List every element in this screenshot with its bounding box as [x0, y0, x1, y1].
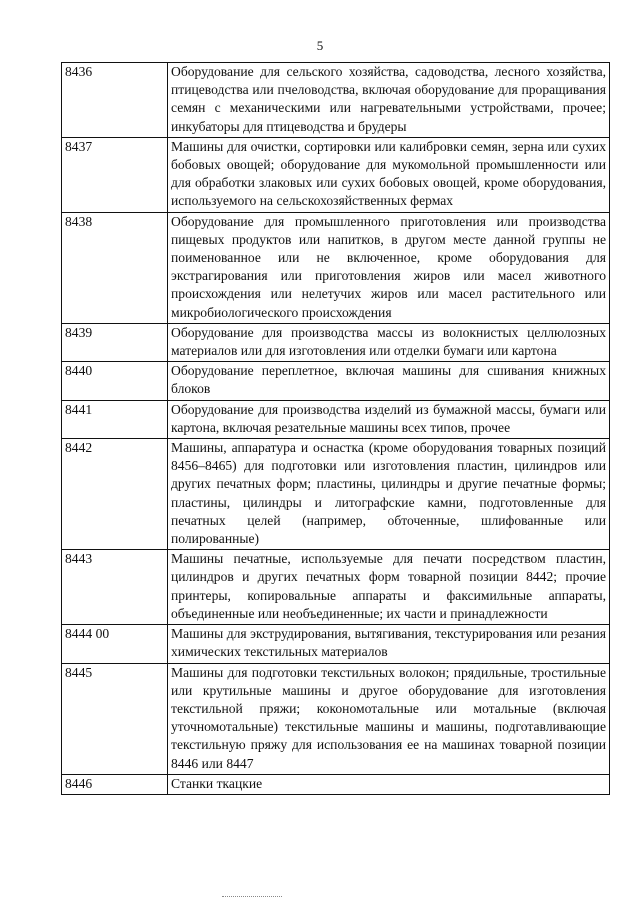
description-cell: Машины для очистки, сортировки или калибровки семян, зерна или сухих бобовых овощей; оборудование для мукомольной промышленности или для обработки злаковых или сухих бобовых овощей, кроме оборудования, используемого на сельскохозяйственных фермах — [168, 137, 610, 212]
description-cell: Машины печатные, используемые для печати посредством пластин, цилиндров и других печатных форм товарной позиции 8442; прочие принтеры, копировальные аппараты и факсимильные аппараты, объединенные или необъединенные; их части и принадлежности — [168, 550, 610, 625]
table-row — [62, 323, 610, 361]
table-row — [62, 63, 610, 138]
table-row — [62, 137, 610, 212]
description-cell: Оборудование для производства массы из волокнистых целлюлозных материалов или для изготовления или отделки бумаги или картона — [168, 323, 610, 361]
code-cell: 8445 — [62, 663, 168, 774]
description-cell: Оборудование переплетное, включая машины для сшивания книжных блоков — [168, 362, 610, 400]
table-row — [62, 550, 610, 625]
code-cell: 8442 — [62, 439, 168, 550]
code-cell: 8443 — [62, 550, 168, 625]
table-body — [62, 63, 610, 795]
description-cell: Машины для экструдирования, вытягивания, текстурирования или резания химических текстильных материалов — [168, 625, 610, 663]
description-cell: Оборудование для производства изделий из бумажной массы, бумаги или картона, включая резательные машины всех типов, прочее — [168, 400, 610, 438]
table-row — [62, 212, 610, 323]
code-cell: 8439 — [62, 323, 168, 361]
code-cell: 8446 — [62, 774, 168, 794]
code-cell: 8441 — [62, 400, 168, 438]
code-cell: 8436 — [62, 63, 168, 138]
code-cell: 8438 — [62, 212, 168, 323]
description-cell: Оборудование для промышленного приготовления или производства пищевых продуктов или напитков, в другом месте данной группы не поименованное или не включенное, кроме оборудования для экстрагирования или приготовления жиров или масел животного происхождения или нелетучих жиров или масел растительного или микробиологического происхождения — [168, 212, 610, 323]
page-number: 5 — [316, 38, 324, 53]
description-cell: Машины для подготовки текстильных волокон; прядильные, тростильные или крутильные машины и другое оборудование для изготовления текстильной пряжи; кокономотальные или мотальные (включая уточномотальные) текстильные машины и машины, подготавливающие текстильную пряжу для использования ее на машинах товарной позиции 8446 или 8447 — [168, 663, 610, 774]
tariff-code-table — [61, 62, 610, 795]
table-row — [62, 625, 610, 663]
code-cell: 8440 — [62, 362, 168, 400]
scan-artifact — [222, 896, 282, 898]
description-cell: Оборудование для сельского хозяйства, садоводства, лесного хозяйства, птицеводства или пчеловодства, включая оборудование для проращивания семян с механическими или нагревательными устройствами, прочее; инкубаторы для птицеводства и брудеры — [168, 63, 610, 138]
code-cell: 8444 00 — [62, 625, 168, 663]
code-cell: 8437 — [62, 137, 168, 212]
table-row — [62, 439, 610, 550]
table-row — [62, 362, 610, 400]
table-row — [62, 663, 610, 774]
table-row — [62, 774, 610, 794]
table-row — [62, 400, 610, 438]
description-cell: Машины, аппаратура и оснастка (кроме оборудования товарных позиций 8456–8465) для подготовки или изготовления пластин, цилиндров или других печатных форм; пластины, цилиндры и другие печатные формы; пластины, цилиндры и литографские камни, подготовленные для печатных целей (например, обточенные, шлифованные или полированные) — [168, 439, 610, 550]
description-cell: Станки ткацкие — [168, 774, 610, 794]
